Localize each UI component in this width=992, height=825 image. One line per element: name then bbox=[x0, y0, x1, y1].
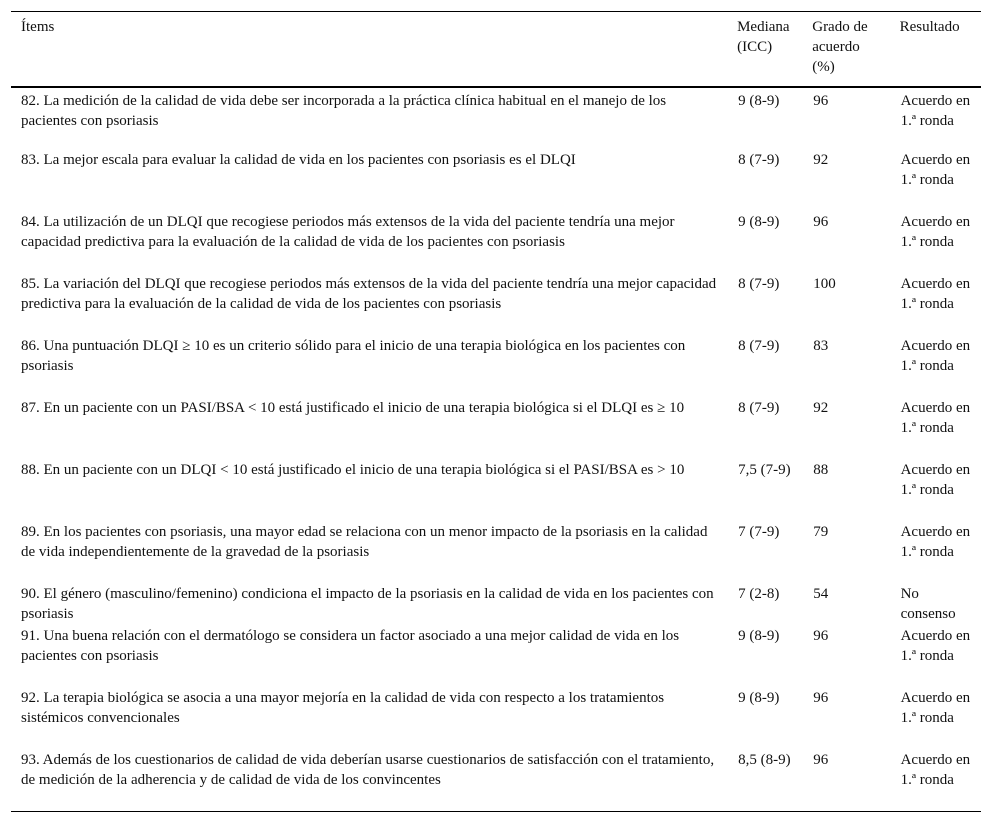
resultado-cell: Acuerdo en 1.ª ronda bbox=[900, 93, 971, 129]
item-cell: 92. La terapia biológica se asocia a una mayor mejoría en la calidad de vida con respecto a los tratamientos sistémicos convencionales bbox=[21, 690, 665, 726]
header-mediana: Mediana (ICC) bbox=[737, 19, 790, 55]
grado-cell: 96 bbox=[813, 752, 829, 768]
item-cell: 91. Una buena relación con el dermatólogo se considera un factor asociado a una mejor calidad de vida en los pacientes con psoriasis bbox=[21, 628, 680, 664]
mediana-cell: 9 (8-9) bbox=[738, 628, 780, 644]
table-row bbox=[11, 87, 981, 149]
mediana-cell: 8 (7-9) bbox=[738, 338, 780, 354]
grado-cell: 54 bbox=[813, 586, 829, 602]
table-row bbox=[11, 625, 981, 687]
resultado-cell: Acuerdo en 1.ª ronda bbox=[900, 214, 971, 250]
mediana-cell: 8 (7-9) bbox=[738, 276, 780, 292]
table-row bbox=[11, 583, 981, 625]
item-cell: 82. La medición de la calidad de vida debe ser incorporada a la práctica clínica habitual en el manejo de los pacientes con psoriasis bbox=[21, 93, 667, 129]
mediana-cell: 9 (8-9) bbox=[738, 690, 780, 706]
consensus-table bbox=[11, 11, 981, 812]
item-cell: 84. La utilización de un DLQI que recogiese periodos más extensos de la vida del paciente tendría una mejor capacidad predictiva para la evaluación de la calidad de vida de los pacientes con psoriasis bbox=[21, 214, 675, 250]
table-row bbox=[11, 211, 981, 273]
mediana-cell: 7 (7-9) bbox=[738, 524, 780, 540]
item-cell: 88. En un paciente con un DLQI < 10 está justificado el inicio de una terapia biológica si el PASI/BSA es > 10 bbox=[21, 462, 685, 478]
resultado-cell: No consenso bbox=[900, 586, 956, 622]
grado-cell: 79 bbox=[813, 524, 829, 540]
resultado-cell: Acuerdo en 1.ª ronda bbox=[900, 152, 971, 188]
grado-cell: 83 bbox=[813, 338, 829, 354]
resultado-cell: Acuerdo en 1.ª ronda bbox=[900, 400, 971, 436]
grado-cell: 92 bbox=[813, 400, 829, 416]
grado-cell: 88 bbox=[813, 462, 829, 478]
item-cell: 87. En un paciente con un PASI/BSA < 10 está justificado el inicio de una terapia biológica si el DLQI es ≥ 10 bbox=[21, 400, 685, 416]
table-row bbox=[11, 397, 981, 459]
resultado-cell: Acuerdo en 1.ª ronda bbox=[900, 524, 971, 560]
resultado-cell: Acuerdo en 1.ª ronda bbox=[900, 752, 971, 788]
item-cell: 89. En los pacientes con psoriasis, una mayor edad se relaciona con un menor impacto de la psoriasis en la calidad de vida independientemente de la gravedad de la psoriasis bbox=[21, 524, 708, 560]
table-body bbox=[11, 87, 981, 811]
grado-cell: 96 bbox=[813, 628, 829, 644]
mediana-cell: 8,5 (8-9) bbox=[738, 752, 791, 768]
header-resultado: Resultado bbox=[899, 19, 960, 35]
header-grado: Grado de acuerdo (%) bbox=[812, 19, 868, 75]
mediana-cell: 7 (2-8) bbox=[738, 586, 780, 602]
grado-cell: 92 bbox=[813, 152, 829, 168]
resultado-cell: Acuerdo en 1.ª ronda bbox=[900, 690, 971, 726]
resultado-cell: Acuerdo en 1.ª ronda bbox=[900, 462, 971, 498]
table-row bbox=[11, 335, 981, 397]
grado-cell: 100 bbox=[813, 276, 836, 292]
header-items: Ítems bbox=[21, 19, 55, 35]
mediana-cell: 7,5 (7-9) bbox=[738, 462, 791, 478]
table-row bbox=[11, 149, 981, 211]
item-cell: 86. Una puntuación DLQI ≥ 10 es un criterio sólido para el inicio de una terapia biológica en los pacientes con psoriasis bbox=[21, 338, 686, 374]
table-header bbox=[11, 12, 981, 88]
consensus-table-container bbox=[11, 11, 981, 812]
grado-cell: 96 bbox=[813, 93, 829, 109]
item-cell: 83. La mejor escala para evaluar la calidad de vida en los pacientes con psoriasis es el DLQI bbox=[21, 152, 576, 168]
resultado-cell: Acuerdo en 1.ª ronda bbox=[900, 276, 971, 312]
table-row bbox=[11, 459, 981, 521]
mediana-cell: 8 (7-9) bbox=[738, 152, 780, 168]
header-row bbox=[11, 12, 981, 88]
table-row bbox=[11, 687, 981, 749]
table-row bbox=[11, 521, 981, 583]
table-row bbox=[11, 749, 981, 811]
table-row bbox=[11, 273, 981, 335]
item-cell: 85. La variación del DLQI que recogiese periodos más extensos de la vida del paciente tendría una mejor capacidad predictiva para la evaluación de la calidad de vida de los pacientes con psoriasis bbox=[21, 276, 717, 312]
grado-cell: 96 bbox=[813, 214, 829, 230]
resultado-cell: Acuerdo en 1.ª ronda bbox=[900, 338, 971, 374]
mediana-cell: 9 (8-9) bbox=[738, 214, 780, 230]
mediana-cell: 8 (7-9) bbox=[738, 400, 780, 416]
item-cell: 90. El género (masculino/femenino) condiciona el impacto de la psoriasis en la calidad de vida en los pacientes con psoriasis bbox=[21, 586, 714, 622]
mediana-cell: 9 (8-9) bbox=[738, 93, 780, 109]
resultado-cell: Acuerdo en 1.ª ronda bbox=[900, 628, 971, 664]
item-cell: 93. Además de los cuestionarios de calidad de vida deberían usarse cuestionarios de satisfacción con el tratamiento, de medición de la adherencia y de calidad de vida de los convincentes bbox=[21, 752, 715, 788]
grado-cell: 96 bbox=[813, 690, 829, 706]
